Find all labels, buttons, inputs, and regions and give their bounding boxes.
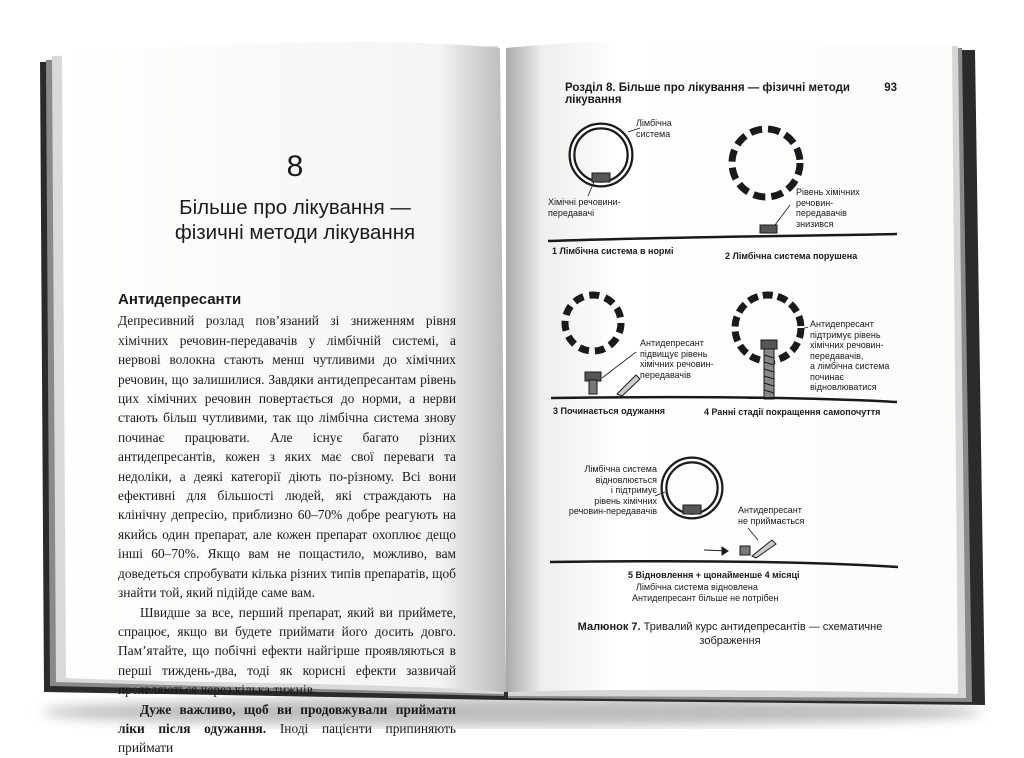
fig3-label: Антидепресант підвищує рівень хімічних речовин- передавачів: [640, 338, 714, 380]
paragraph-3-rest: Іноді пацієнти припиняють приймати: [118, 720, 456, 756]
section-heading: Антидепресанти: [118, 291, 242, 308]
paragraph-1: Депресивний розлад пов’язаний зі зниженням рівня хімічних речовин-передавачів у лімбічній системі, а нервові волокна стають менш чутливими до хімічних речовин, що залишилися. Завдяки антидепресантам рівень цих хімічних речовин повертається до норми, а нерви стають більш чутливими, так що лімбічна система знову починає працювати. Але існує багато різних антидепресантів, кожен з яких має свої переваги та недоліки, а деякі категорії діють по-різному. Всі вони ефективні для більшості людей, які страждають на клінічну депресію, приблизно 60–70% добре реагують на якийсь один препарат, але кожен препарат охоплює дещо інші 60–70%. Якщо вам не пощастило, можливо, вам доведеться спробувати кілька різних типів препаратів, щоб знайти той, який підійде саме вам.: [118, 313, 456, 601]
fig4-caption: 4 Ранні стадії покращення самопочуття: [704, 407, 881, 417]
fig1-caption: 1 Лімбічна система в нормі: [552, 246, 674, 256]
left-page-body: [118, 290, 456, 758]
paragraph-3-bold: Дуже важливо, щоб ви продовжували приймати ліки після одужання.: [118, 701, 456, 736]
fig5-label-right: Антидепресант не приймається: [738, 505, 805, 526]
fig5-caption: 5 Відновлення + щонайменше 4 місяці: [628, 570, 800, 580]
fig4-label: Антидепресант підтримує рівень хімічних речовин- передавачів, а лімбічна система починає відновлюватися: [810, 319, 890, 392]
fig5-label-left: Лімбічна система відновлюється і підтримує рівень хімічних речовин-передавачів: [568, 464, 657, 516]
figure-caption-text: Тривалий курс антидепресантів — схематичне зображення: [640, 621, 883, 647]
fig2-label: Рівень хімічних речовин- передавачів знизився: [796, 187, 860, 229]
fig3-caption: 3 Починається одужання: [553, 406, 666, 416]
fig5-sub-2: Антидепресант більше не потрібен: [632, 593, 779, 603]
running-head: [565, 82, 897, 106]
figure-caption-label: Малюнок 7.: [577, 621, 641, 633]
chapter-title: [140, 195, 450, 245]
chapter-number: 8: [286, 150, 304, 183]
running-head-title: Розділ 8. Більше про лікування — фізичні методи лікування: [565, 82, 850, 106]
figure-caption: [560, 620, 900, 648]
fig1-label-system: Лімбічна система: [636, 118, 672, 139]
page-number: 93: [884, 82, 897, 94]
paragraph-2: Швидше за все, перший препарат, який ви приймете, спрацює, якщо ви будете приймати його досить довго. Пам’ятайте, що побічні ефекти найгірше проявляються в перші тиждень-два, тоді як корисні ефекти зазвичай проявляються через кілька тижнів.: [118, 604, 456, 698]
fig2-caption: 2 Лімбічна система порушена: [725, 251, 858, 261]
chapter-title-line-2: фізичні методи лікування: [174, 221, 416, 244]
fig5-sub-1: Лімбічна система відновлена: [636, 582, 758, 592]
chapter-title-line-1: Більше про лікування —: [179, 196, 411, 219]
paragraph-3: [118, 700, 456, 758]
fig1-label-chem: Хімічні речовини- передавачі: [548, 197, 621, 218]
